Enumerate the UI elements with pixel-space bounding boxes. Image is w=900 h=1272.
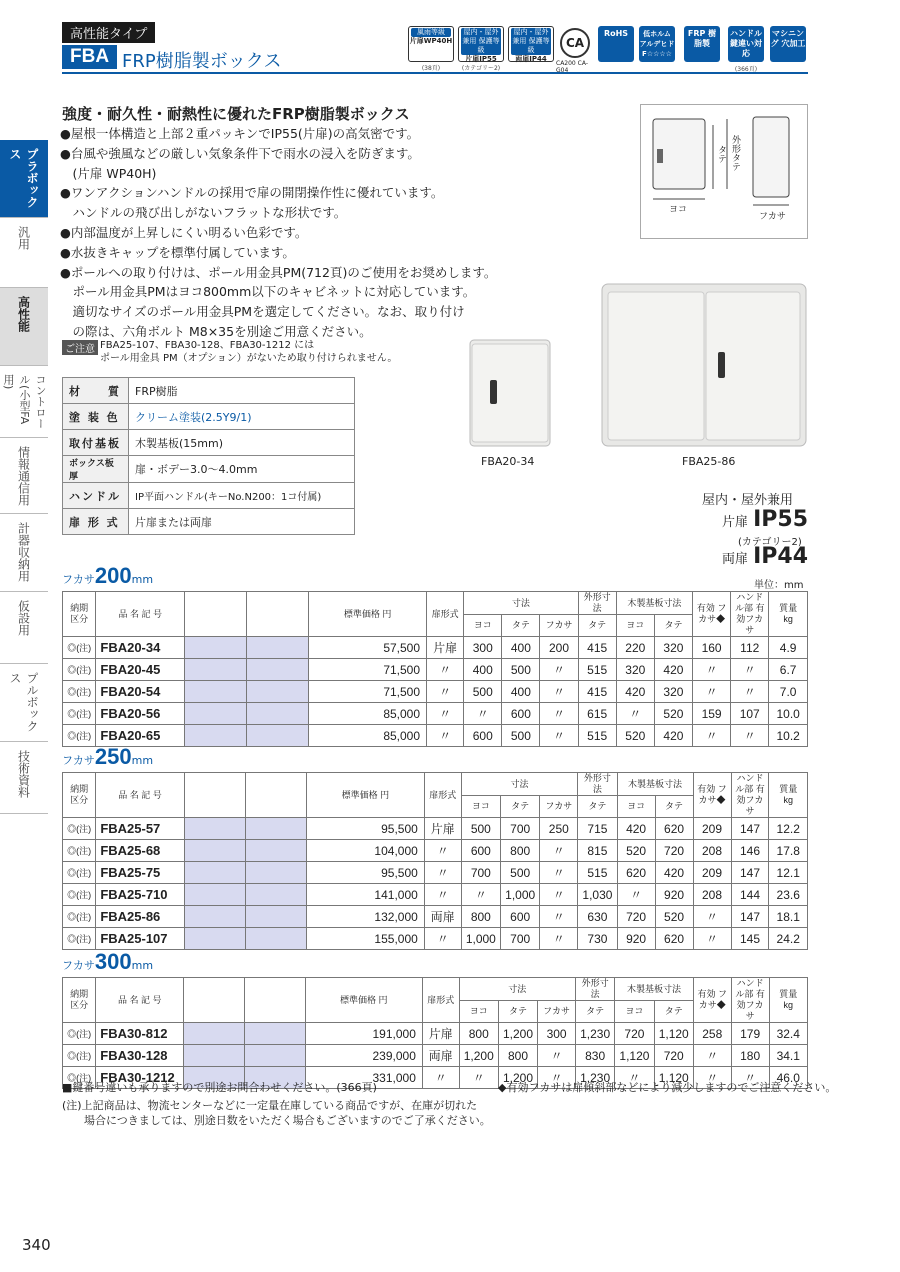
table-depth-200: 納期 区分 品 名 記 号 標準価格 円 扉形式 寸法 外形寸法 木製基板寸法 有効 フカサ◆ ハンドル部 有効フカサ 質量 kg ヨコ タテ フカサ タテ ヨコ タテ ◎(注) FBA20-34 57,500 片扉 300 400 200 415 220 320 160 112 4.9 ◎(注) FBA20-45 71,500 〃 400 500 〃 515 320 420 〃 〃 6.7 ◎(注) FBA20-54 71,500 〃 500 400 〃 415 420 320 〃 〃 7.0 ◎(注) FBA20-56 85,000 〃 〃 600 〃 615 〃 520 159 107 10.0 ◎(注) FBA20-65 85,000 〃 600 500 〃 515 520 420 〃 〃 10.2 [62,591,808,747]
spec-row: 扉 形 式 片扉または両扉 [63,509,355,535]
side-tab-meter[interactable]: 計器収納用 [0,514,48,592]
ip-use: 屋内・屋外兼用 [702,493,794,508]
spec-row: 塗 装 色 クリーム塗装(2.5Y9/1) [63,404,355,430]
series-code: FBA [62,45,117,69]
ca-mark-icon: CA [560,28,590,58]
ip-single-label: 片扉 [722,515,749,530]
feature-line: (片扉 WP40H) [60,165,157,181]
badge-ip55: 屋内・屋外兼用 保護等級 片扉IP55 [458,26,504,62]
spec-row: ボックス板厚 扉・ボデー3.0〜4.0mm [63,456,355,483]
ip-double-value: IP44 [753,544,809,569]
table-row: ◎(注) FBA20-54 71,500 〃 500 400 〃 415 420 320 〃 〃 7.0 [63,681,808,703]
tate-label: タテ [716,145,726,163]
dimension-drawing [640,104,808,239]
spec-table [62,377,355,535]
table-row: ◎(注) FBA20-34 57,500 片扉 300 400 200 415 220 320 160 112 4.9 [63,637,808,659]
ip-single-value: IP55 [753,507,809,532]
key-note: ■鍵番号違いも承りますので別途お問合わせください。(366頁) [62,1081,377,1094]
stock-note-1: (注)上記商品は、物流センターなどに一定量在庫している商品ですが、在庫が切れた [62,1099,478,1112]
image-caption-fba20-34: FBA20-34 [481,455,535,468]
table-row: ◎(注) FBA25-710 141,000 〃 〃 1,000 〃 1,030 〃 920 208 144 23.6 [63,884,808,906]
type-label: 高性能タイプ [62,22,155,43]
note-line: ポール用金具 PM（オプション）がないため取り付けられません。 [100,353,398,364]
side-tab-control[interactable]: コントロール(小型FA用) [0,366,48,438]
table-depth-300: 納期 区分 品 名 記 号 標準価格 円 扉形式 寸法 外形寸法 木製基板寸法 有効 フカサ◆ ハンドル部 有効フカサ 質量 kg ヨコ タテ フカサ タテ ヨコ タテ ◎(注) FBA30-812 191,000 片扉 800 1,200 300 1,230 720 1,120 258 179 32.4 ◎(注) FBA30-128 239,000 両扉 1,200 800 〃 830 1,120 720 〃 180 34.1 ◎(注) FBA30-1212 331,000 〃 〃 1,200 〃 1,230 〃 1,120 〃 〃 46.0 [62,977,808,1089]
spec-row: 取付基板 木製基板(15mm) [63,430,355,456]
table-row: ◎(注) FBA25-75 95,500 〃 700 500 〃 515 620 420 209 147 12.1 [63,862,808,884]
table-row: ◎(注) FBA25-107 155,000 〃 1,000 700 〃 730 920 620 〃 145 24.2 [63,928,808,950]
unit-label: 単位：mm [754,580,804,591]
feature-line: ●水抜きキャップを標準付属しています。 [60,244,295,260]
table-row: ◎(注) FBA30-812 191,000 片扉 800 1,200 300 1,230 720 1,120 258 179 32.4 [63,1023,808,1045]
table-row: ◎(注) FBA20-45 71,500 〃 400 500 〃 515 320 420 〃 〃 6.7 [63,659,808,681]
feature-line: の際は、六角ボルト M8×35を別途ご用意ください。 [60,323,372,339]
spec-row: ハンドル IP平面ハンドル(キーNo.N200：1コ付属) [63,483,355,509]
side-tab-pullbox[interactable]: プルボックス [0,664,48,742]
feature-title: 強度・耐久性・耐熱性に優れたFRP樹脂製ボックス [62,105,410,123]
ca-sub: CA200 CA-G04 [556,60,588,74]
yoko-label: ヨコ [669,205,688,215]
side-tab-telecom[interactable]: 情報通信用 [0,438,48,514]
side-tab-plabox[interactable]: プラボックス [0,140,48,218]
side-tab-high-performance[interactable]: 高性能 [0,288,48,366]
badge-wp40h: 風雨等級 片扉WP40H [408,26,454,62]
ip-category: (カテゴリー2) [738,537,802,548]
feature-line: ●台風や強風などの厳しい気象条件下で雨水の浸入を防ぎます。 [60,145,420,161]
handle-key-sub: (366頁) [734,66,758,73]
badge-wp40h-sub: (38頁) [421,65,441,72]
badge-ip44: 屋内・屋外兼用 保護等級 両扉IP44 [508,26,554,62]
feature-line: 適切なサイズのポール用金具PMを選定してください。なお、取り付け [60,304,465,320]
spec-row: 材 質 FRP樹脂 [63,378,355,404]
table-row: ◎(注) FBA30-128 239,000 両扉 1,200 800 〃 830 1,120 720 〃 180 34.1 [63,1045,808,1067]
feature-line: ●ポールへの取り付けは、ポール用金具PM(712頁)のご使用をお奨めします。 [60,264,497,280]
section-depth-200: フカサ200mm [62,563,154,588]
table-row: ◎(注) FBA20-56 85,000 〃 〃 600 〃 615 〃 520 159 107 10.0 [63,703,808,725]
product-image-fba25-86 [600,282,808,450]
stock-note-2: 場合につきましては、別途日数をいただく場合もございますのでご了承ください。 [62,1114,491,1127]
badge-ip55-sub: (カテゴリー2) [461,65,501,72]
product-title: FRP樹脂製ボックス [122,51,282,72]
ip-single [722,507,808,532]
product-image-fba20-34 [468,338,554,450]
table-row: ◎(注) FBA25-57 95,500 片扉 500 700 250 715 420 620 209 147 12.2 [63,818,808,840]
feature-line: ポール用金具PMはヨコ800mm以下のキャビネットに対応しています。 [60,284,476,300]
feature-line: ●屋根一体構造と上部２重パッキンでIP55(片扉)の高気密です。 [60,126,420,141]
section-depth-300: フカサ300mm [62,949,154,974]
feature-line: ●内部温度が上昇しにくい明るい色彩です。 [60,224,308,240]
feature-line: ●ワンアクションハンドルの採用で扉の開閉操作性に優れています。 [60,185,444,201]
header-rule [62,72,808,74]
image-caption-fba25-86: FBA25-86 [682,455,736,468]
side-tab-general[interactable]: 汎用 [0,218,48,288]
ip-double-label: 両扉 [722,552,749,567]
handle-key-badge: ハンドル 鍵違い対応 [728,26,764,62]
note-tag: ご注意 [62,340,98,355]
side-tab-temporary[interactable]: 仮設用 [0,592,48,664]
feature-line: ハンドルの飛び出しがないフラットな形状です。 [60,205,347,221]
note-text [100,339,397,365]
fukasa-note: ◆有効フカサは扉傾斜部などにより減少しますのでご注意ください。 [498,1081,837,1094]
section-depth-250: フカサ250mm [62,744,154,769]
outer-tate-label: 外形タテ [730,135,740,171]
page-number: 340 [22,1236,51,1254]
machining-badge: マシニング 穴加工 [770,26,806,62]
rohs-badge: RoHS [598,26,634,62]
table-row: ◎(注) FBA20-65 85,000 〃 600 500 〃 515 520 420 〃 〃 10.2 [63,725,808,747]
feature-list [60,124,500,342]
table-row: ◎(注) FBA25-86 132,000 両扉 800 600 〃 630 720 520 〃 147 18.1 [63,906,808,928]
table-depth-250: 納期 区分 品 名 記 号 標準価格 円 扉形式 寸法 外形寸法 木製基板寸法 有効 フカサ◆ ハンドル部 有効フカサ 質量 kg ヨコ タテ フカサ タテ ヨコ タテ ◎(注) FBA25-57 95,500 片扉 500 700 250 715 420 620 209 147 12.2 ◎(注) FBA25-68 104,000 〃 600 800 〃 815 520 720 208 146 17.8 ◎(注) FBA25-75 95,500 〃 700 500 〃 515 620 420 209 147 12.1 ◎(注) FBA25-710 141,000 〃 〃 1,000 〃 1,030 〃 920 208 144 23.6 ◎(注) FBA25-86 132,000 両扉 800 600 〃 630 720 520 〃 147 18.1 ◎(注) FBA25-107 155,000 〃 1,000 700 〃 730 920 620 〃 145 24.2 [62,772,808,950]
fukasa-label: フカサ [759,212,786,222]
frp-badge: FRP 樹脂製 [684,26,720,62]
ip-double [722,544,808,569]
table-row: ◎(注) FBA30-1212 331,000 〃 〃 1,200 〃 1,230 〃 1,120 〃 〃 46.0 [63,1067,808,1089]
side-tab-technical[interactable]: 技術資料 [0,742,48,814]
table-row: ◎(注) FBA25-68 104,000 〃 600 800 〃 815 520 720 208 146 17.8 [63,840,808,862]
formaldehyde-badge: 低ホルム アルデヒド F☆☆☆☆ [639,26,675,62]
note-line: FBA25-107、FBA30-128、FBA30-1212 には [100,340,315,351]
